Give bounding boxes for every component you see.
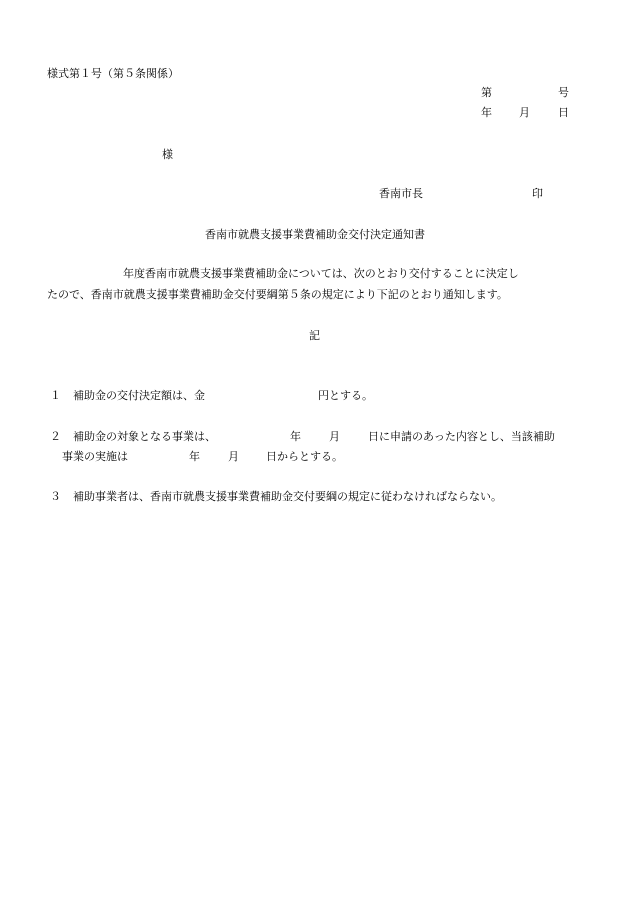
- addressee-suffix: 様: [162, 148, 173, 161]
- year-label: 年: [290, 430, 301, 443]
- number-suffix: 号: [558, 86, 569, 99]
- item-text: 日からとする。: [266, 450, 343, 463]
- ki-heading: 記: [309, 329, 320, 342]
- issuer-title: 香南市長: [379, 187, 423, 200]
- item-number: ３: [50, 490, 61, 503]
- item-text: 日に申請のあった内容とし、当該補助: [368, 430, 555, 443]
- item-text: 補助金の交付決定額は、金: [73, 389, 205, 402]
- document-title: 香南市就農支援事業費補助金交付決定通知書: [205, 228, 425, 241]
- form-label: 様式第１号（第５条関係）: [47, 67, 179, 80]
- date-year: 年: [481, 106, 492, 119]
- item-number: ２: [50, 430, 61, 443]
- month-label: 月: [329, 430, 340, 443]
- item-number: １: [50, 389, 61, 402]
- month-label: 月: [228, 450, 239, 463]
- seal-mark: 印: [532, 187, 543, 200]
- item-text: 補助金の対象となる事業は、: [73, 430, 216, 443]
- item-text: 補助事業者は、香南市就農支援事業費補助金交付要綱の規定に従わなければならない。: [73, 490, 502, 503]
- number-prefix: 第: [481, 86, 492, 99]
- year-label: 年: [189, 450, 200, 463]
- item-text: 事業の実施は: [62, 450, 128, 463]
- date-day: 日: [558, 106, 569, 119]
- body-line-1: 年度香南市就農支援事業費補助金については、次のとおり交付することに決定し: [123, 267, 519, 280]
- item-text: 円とする。: [318, 389, 373, 402]
- date-month: 月: [519, 106, 530, 119]
- body-line-2: たので、香南市就農支援事業費補助金交付要綱第５条の規定により下記のとおり通知します。: [47, 288, 508, 301]
